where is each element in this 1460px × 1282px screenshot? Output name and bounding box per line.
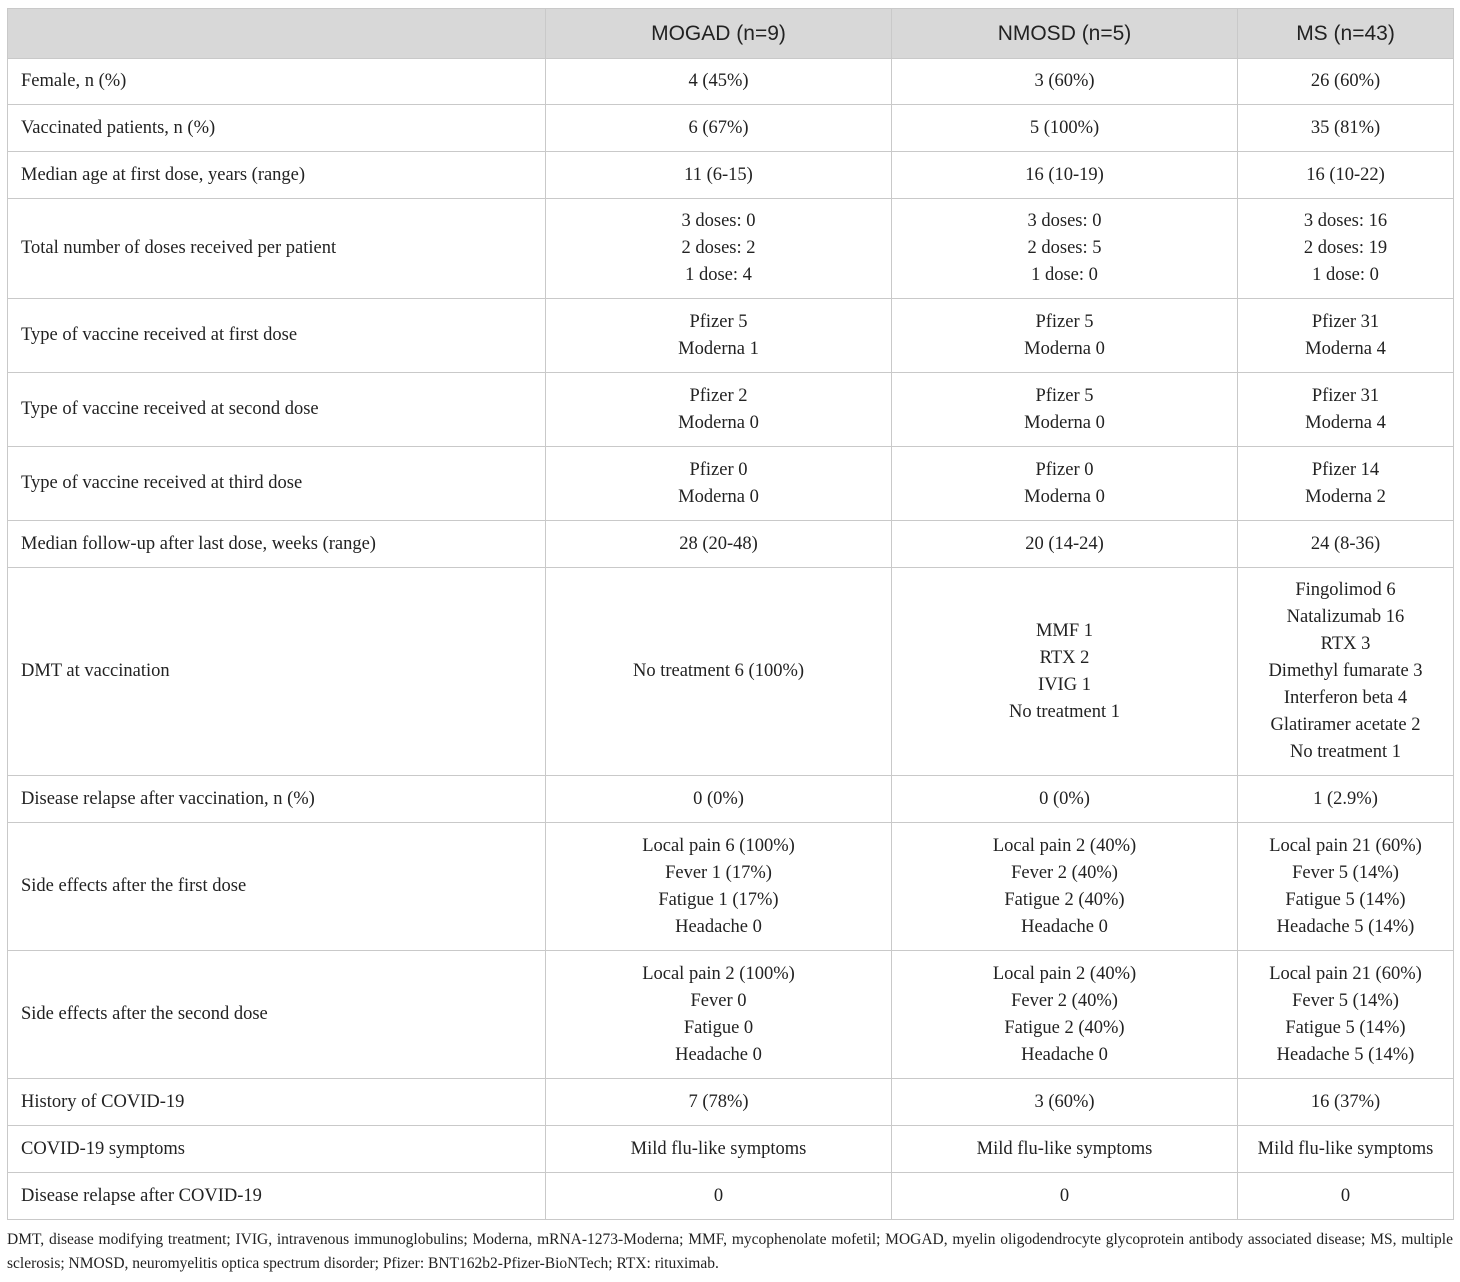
cell-line: Pfizer 2 — [689, 385, 748, 406]
cell-mogad — [546, 199, 892, 299]
cell-line: Local pain 6 (100%) — [642, 835, 795, 856]
cell-mogad — [546, 59, 892, 105]
cell-line: Fatigue 5 (14%) — [1285, 1017, 1406, 1038]
cell-line: 0 (0%) — [1039, 788, 1090, 809]
cell-line: 1 dose: 4 — [685, 265, 752, 285]
cell-ms — [1238, 568, 1454, 776]
cell-line: Dimethyl fumarate 3 — [1268, 661, 1423, 681]
cell-mogad — [546, 521, 892, 568]
row-label: Total number of doses received per patient — [8, 199, 546, 299]
cell-nmosd — [892, 59, 1238, 105]
data-table — [7, 8, 1454, 1220]
row-label: Female, n (%) — [8, 59, 546, 105]
header-mogad: MOGAD (n=9) — [546, 9, 892, 59]
cell-line: Moderna 0 — [678, 486, 759, 507]
cell-line: Headache 5 (14%) — [1276, 1044, 1415, 1065]
cell-nmosd — [892, 951, 1238, 1079]
cell-line: 2 doses: 2 — [681, 238, 756, 258]
cell-line: Headache 0 — [675, 1044, 762, 1065]
cell-line: 20 (14-24) — [1025, 533, 1104, 554]
cell-line: Mild flu-like symptoms — [630, 1138, 807, 1159]
cell-line: Moderna 1 — [678, 338, 759, 359]
cell-mogad — [546, 152, 892, 199]
row-label: Type of vaccine received at third dose — [8, 447, 546, 521]
row-label: Vaccinated patients, n (%) — [8, 105, 546, 152]
cell-line: 11 (6-15) — [684, 164, 753, 185]
cell-line: Local pain 21 (60%) — [1269, 835, 1422, 856]
cell-line: 7 (78%) — [688, 1091, 749, 1112]
cell-nmosd — [892, 823, 1238, 951]
cell-ms — [1238, 199, 1454, 299]
header-row — [8, 9, 1454, 59]
row-label: Disease relapse after COVID-19 — [8, 1173, 546, 1220]
cell-mogad — [546, 299, 892, 373]
table-row — [8, 521, 1454, 568]
table-footnote: DMT, disease modifying treatment; IVIG, intravenous immunoglobulins; Moderna, mRNA-1273-Moderna; MMF, mycophenolate mofetil; MOGAD, myelin oligodendrocyte glycoprotein antibody associated disease; MS, multiple sclerosis; NMOSD, neuromyelitis optica spectrum disorder; Pfizer: BNT162b2-Pfizer-BioNTech; RTX: rituximab. — [7, 1231, 1453, 1272]
cell-nmosd — [892, 1126, 1238, 1173]
cell-line: Headache 0 — [1021, 916, 1108, 937]
cell-ms — [1238, 1079, 1454, 1126]
cell-line: No treatment 1 — [1009, 701, 1120, 722]
cell-line: 28 (20-48) — [679, 533, 758, 554]
cell-line: Headache 0 — [675, 916, 762, 937]
cell-line: Fever 5 (14%) — [1292, 990, 1399, 1011]
cell-ms — [1238, 373, 1454, 447]
cell-line: Pfizer 31 — [1311, 385, 1380, 406]
table-row — [8, 373, 1454, 447]
cell-ms — [1238, 59, 1454, 105]
cell-line: Pfizer 5 — [1035, 385, 1094, 406]
cell-line: RTX 3 — [1320, 634, 1371, 654]
cell-mogad — [546, 823, 892, 951]
header-blank — [8, 9, 546, 59]
cell-line: Headache 5 (14%) — [1276, 916, 1415, 937]
cell-line: Fever 1 (17%) — [665, 862, 772, 883]
cell-line: Mild flu-like symptoms — [976, 1138, 1153, 1159]
table-row — [8, 776, 1454, 823]
cell-line: Fatigue 2 (40%) — [1004, 1017, 1125, 1038]
table-row — [8, 1126, 1454, 1173]
table-container — [7, 8, 1453, 1220]
cell-line: 0 (0%) — [693, 788, 744, 809]
cell-line: 4 (45%) — [688, 71, 749, 91]
cell-line: Local pain 2 (100%) — [642, 963, 795, 984]
header-ms: MS (n=43) — [1238, 9, 1454, 59]
cell-nmosd — [892, 1079, 1238, 1126]
cell-line: No treatment 6 (100%) — [632, 661, 805, 681]
cell-line: 16 (10-19) — [1025, 164, 1104, 185]
cell-line: Natalizumab 16 — [1286, 607, 1405, 627]
table-row — [8, 951, 1454, 1079]
cell-ms — [1238, 447, 1454, 521]
cell-nmosd — [892, 1173, 1238, 1220]
cell-line: Interferon beta 4 — [1283, 688, 1408, 708]
cell-line: Fever 0 — [690, 990, 747, 1011]
cell-line: 16 (37%) — [1310, 1091, 1381, 1112]
row-label: Side effects after the first dose — [8, 823, 546, 951]
cell-line: Pfizer 14 — [1311, 459, 1380, 480]
cell-line: 0 — [1340, 1185, 1351, 1206]
cell-line: Moderna 0 — [1024, 412, 1105, 433]
table-body — [8, 59, 1454, 1220]
table-row — [8, 59, 1454, 105]
cell-line: Moderna 0 — [1024, 486, 1105, 507]
cell-line: Moderna 0 — [1024, 338, 1105, 359]
cell-mogad — [546, 1126, 892, 1173]
cell-line: Fever 5 (14%) — [1292, 862, 1399, 883]
table-row — [8, 1079, 1454, 1126]
row-label: Type of vaccine received at second dose — [8, 373, 546, 447]
cell-line: Pfizer 31 — [1311, 311, 1380, 332]
cell-line: 16 (10-22) — [1306, 164, 1385, 185]
cell-nmosd — [892, 152, 1238, 199]
cell-nmosd — [892, 299, 1238, 373]
cell-ms — [1238, 521, 1454, 568]
cell-nmosd — [892, 105, 1238, 152]
cell-line: 26 (60%) — [1310, 71, 1381, 91]
cell-line: Fatigue 1 (17%) — [658, 889, 779, 910]
cell-ms — [1238, 105, 1454, 152]
cell-mogad — [546, 1173, 892, 1220]
cell-nmosd — [892, 776, 1238, 823]
cell-nmosd — [892, 447, 1238, 521]
table-row — [8, 152, 1454, 199]
table-header — [8, 9, 1454, 59]
cell-mogad — [546, 1079, 892, 1126]
cell-mogad — [546, 951, 892, 1079]
cell-line: Fever 2 (40%) — [1011, 862, 1118, 883]
row-label: DMT at vaccination — [8, 568, 546, 776]
cell-mogad — [546, 776, 892, 823]
cell-line: RTX 2 — [1039, 647, 1090, 668]
cell-mogad — [546, 105, 892, 152]
cell-line: Pfizer 5 — [689, 311, 748, 332]
cell-line: 3 (60%) — [1034, 1091, 1095, 1112]
cell-line: Headache 0 — [1021, 1044, 1108, 1065]
cell-line: 1 dose: 0 — [1312, 265, 1379, 285]
cell-line: 3 doses: 0 — [681, 211, 756, 231]
cell-line: 6 (67%) — [688, 117, 749, 138]
cell-line: 5 (100%) — [1029, 117, 1100, 138]
cell-line: 3 doses: 16 — [1303, 211, 1388, 231]
cell-line: Moderna 4 — [1305, 412, 1386, 433]
cell-line: Fatigue 5 (14%) — [1285, 889, 1406, 910]
cell-line: Moderna 4 — [1305, 338, 1386, 359]
header-nmosd: NMOSD (n=5) — [892, 9, 1238, 59]
table-row — [8, 299, 1454, 373]
row-label: Side effects after the second dose — [8, 951, 546, 1079]
cell-line: Fatigue 0 — [683, 1017, 754, 1038]
cell-mogad — [546, 373, 892, 447]
cell-line: 3 (60%) — [1034, 71, 1095, 91]
cell-ms — [1238, 152, 1454, 199]
cell-mogad — [546, 568, 892, 776]
table-row — [8, 1173, 1454, 1220]
cell-line: Pfizer 0 — [689, 459, 748, 480]
table-row — [8, 199, 1454, 299]
cell-line: Pfizer 0 — [1035, 459, 1094, 480]
row-label: COVID-19 symptoms — [8, 1126, 546, 1173]
cell-line: 0 — [713, 1185, 724, 1206]
row-label: History of COVID-19 — [8, 1079, 546, 1126]
cell-line: 1 (2.9%) — [1313, 788, 1378, 809]
cell-line: 2 doses: 19 — [1303, 238, 1388, 258]
cell-nmosd — [892, 199, 1238, 299]
cell-line: Local pain 2 (40%) — [992, 963, 1137, 984]
cell-line: IVIG 1 — [1038, 674, 1091, 695]
cell-line: Mild flu-like symptoms — [1257, 1138, 1434, 1159]
cell-line: 1 dose: 0 — [1031, 265, 1098, 285]
cell-line: 2 doses: 5 — [1027, 238, 1102, 258]
cell-line: Glatiramer acetate 2 — [1270, 715, 1421, 735]
table-row — [8, 823, 1454, 951]
cell-line: Fingolimod 6 — [1295, 580, 1396, 600]
cell-line: Moderna 2 — [1305, 486, 1386, 507]
cell-line: Fever 2 (40%) — [1011, 990, 1118, 1011]
table-row — [8, 105, 1454, 152]
cell-line: 3 doses: 0 — [1027, 211, 1102, 231]
cell-ms — [1238, 1126, 1454, 1173]
cell-line: Fatigue 2 (40%) — [1004, 889, 1125, 910]
cell-nmosd — [892, 521, 1238, 568]
cell-line: Local pain 21 (60%) — [1269, 963, 1422, 984]
cell-line: 0 — [1059, 1185, 1070, 1206]
cell-line: Moderna 0 — [678, 412, 759, 433]
cell-line: MMF 1 — [1035, 620, 1094, 641]
table-row — [8, 447, 1454, 521]
cell-nmosd — [892, 568, 1238, 776]
row-label: Median age at first dose, years (range) — [8, 152, 546, 199]
cell-ms — [1238, 951, 1454, 1079]
cell-line: No treatment 1 — [1290, 742, 1401, 762]
row-label: Median follow-up after last dose, weeks (range) — [8, 521, 546, 568]
row-label: Type of vaccine received at first dose — [8, 299, 546, 373]
cell-line: 24 (8-36) — [1310, 533, 1381, 554]
cell-ms — [1238, 823, 1454, 951]
cell-ms — [1238, 299, 1454, 373]
cell-line: Pfizer 5 — [1035, 311, 1094, 332]
cell-mogad — [546, 447, 892, 521]
row-label: Disease relapse after vaccination, n (%) — [8, 776, 546, 823]
cell-ms — [1238, 776, 1454, 823]
cell-nmosd — [892, 373, 1238, 447]
table-row — [8, 568, 1454, 776]
cell-line: Local pain 2 (40%) — [992, 835, 1137, 856]
cell-ms — [1238, 1173, 1454, 1220]
cell-line: 35 (81%) — [1310, 117, 1381, 138]
